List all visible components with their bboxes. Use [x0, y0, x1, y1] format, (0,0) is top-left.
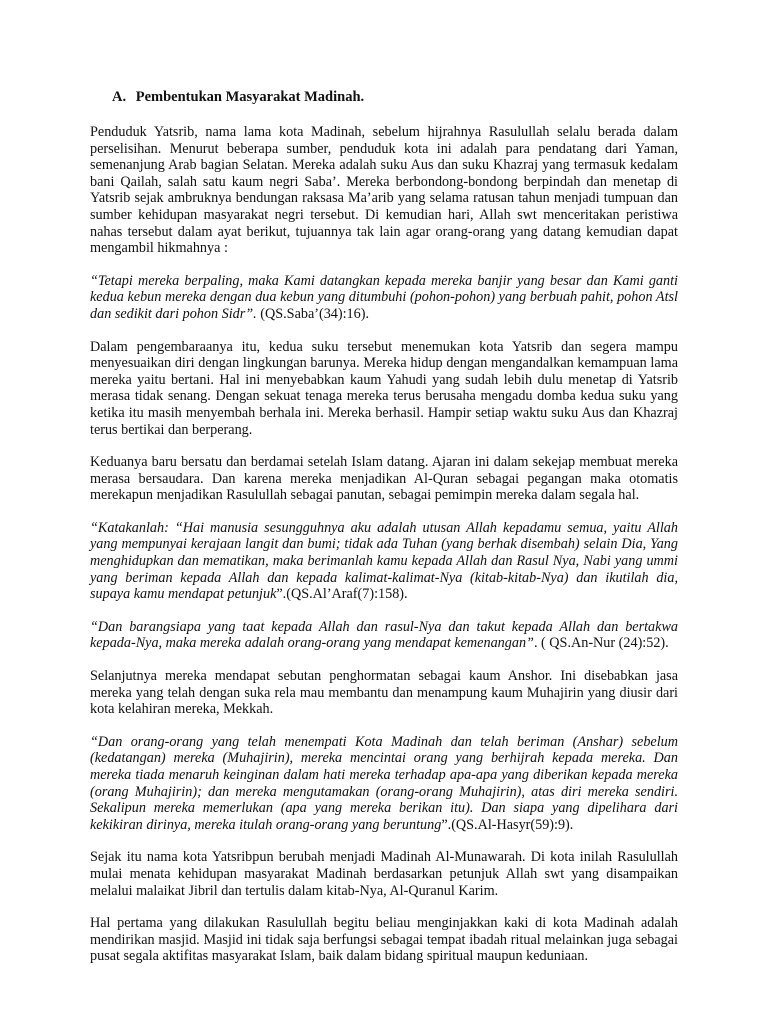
document-page [90, 88, 678, 965]
section-title: Pembentukan Masyarakat Madinah. [135, 89, 365, 105]
quote-al-hasyr [90, 734, 678, 834]
quote-al-hasyr-text: “Dan orang-orang yang telah menempati Kota Madinah dan telah beriman (Anshar) sebelum (kedatangan) mereka (Muhajirin), mereka mencintai orang yang berhijrah kepada mereka. Dan mereka tiada menaruh keinginan dalam hati mereka terhadap apa-apa yang diberikan kepada mereka (orang Muhajirin); dan mereka mengutamakan (orang-orang Muhajirin), atas diri mereka sendiri. Sekalipun mereka memerlukan (apa yang mereka berikan itu). Dan siapa yang dipelihara dari kekikiran dirinya, mereka itulah orang-orang yang beruntung [90, 733, 678, 833]
paragraph-madinah-al-munawarah: Sejak itu nama kota Yatsribpun berubah menjadi Madinah Al-Munawarah. Di kota inilah Rasulullah mulai menata kehidupan masyarakat Madinah berdasarkan petunjuk Allah swt yang disampaikan melalui malaikat Jibril dan tertulis dalam kitab-Nya, Al-Quranul Karim. [90, 849, 678, 899]
quote-an-nur [90, 619, 678, 652]
paragraph-settlement: Dalam pengembaraanya itu, kedua suku tersebut menemukan kota Yatsrib dan segera mampu menyesuaikan diri dengan lingkungan barunya. Mereka hidup dengan mengandalkan kemampuan lama mereka yaitu bertani. Hal ini menyebabkan kaum Yahudi yang sudah lebih dulu menetap di Yatsrib merasa tidak senang. Dengan sekuat tenaga mereka terus berusaha mengadu domba kedua suku yang ketika itu masih menyembah berhala ini. Mereka berhasil. Hampir setiap waktu suku Aus dan Khazraj terus bertikai dan berperang. [90, 338, 678, 438]
quote-al-araf-reference: ”.(QS.Al’Araf(7):158). [276, 586, 408, 603]
quote-saba [90, 273, 678, 323]
quote-al-hasyr-reference: ”.(QS.Al-Hasyr(59):9). [441, 816, 574, 833]
section-number: A. [112, 89, 127, 105]
quote-an-nur-reference: . ( QS.An-Nur (24):52). [533, 635, 669, 652]
quote-an-nur-text: “Dan barangsiapa yang taat kepada Allah dan rasul-Nya dan takut kepada Allah dan bertakwa kepada-Nya, maka mereka adalah orang-orang yang mendapat kemenangan” [90, 618, 678, 652]
quote-al-araf-text: “Katakanlah: “Hai manusia sesungguhnya aku adalah utusan Allah kepadamu semua, yaitu Allah yang mempunyai kerajaan langit dan bumi; tidak ada Tuhan (yang berhak disembah) selain Dia, Yang menghidupkan dan mematikan, maka berimanlah kamu kepada Allah dan Rasul Nya, Nabi yang ummi yang beriman kepada Allah dan kepada kalimat-kalimat-Nya (kitab-kitab-Nya) dan ikutilah dia, supaya kamu mendapat petunjuk [90, 519, 678, 603]
paragraph-masjid: Hal pertama yang dilakukan Rasulullah begitu beliau menginjakkan kaki di kota Madinah adalah mendirikan masjid. Masjid ini tidak saja berfungsi sebagai tempat ibadah ritual melainkan juga sebagai pusat segala aktifitas masyarakat Islam, baik dalam bidang spiritual maupun keduniaan. [90, 915, 678, 965]
quote-saba-text: “Tetapi mereka berpaling, maka Kami datangkan kepada mereka banjir yang besar dan Kami ganti kedua kebun mereka dengan dua kebun yang ditumbuhi (pohon-pohon) yang berbuah pahit, pohon Atsl dan sedikit dari pohon Sidr”. [90, 272, 678, 322]
paragraph-anshor: Selanjutnya mereka mendapat sebutan penghormatan sebagai kaum Anshor. Ini disebabkan jasa mereka yang telah dengan suka rela mau membantu dan menampung kaum Muhajirin yang diusir dari kota kelahiran mereka, Mekkah. [90, 668, 678, 718]
paragraph-unity: Keduanya baru bersatu dan berdamai setelah Islam datang. Ajaran ini dalam sekejap membuat mereka merasa bersaudara. Dan karena mereka menjadikan Al-Quran sebagai pegangan maka otomatis merekapun menjadikan Rasulullah sebagai panutan, sebagai pemimpin mereka dalam segala hal. [90, 454, 678, 504]
paragraph-yatsrib-history: Penduduk Yatsrib, nama lama kota Madinah, sebelum hijrahnya Rasulullah selalu berada dalam perselisihan. Menurut beberapa sumber, penduduk kota ini adalah para pendatang dari Yaman, semenanjung Arab bagian Selatan. Mereka adalah suku Aus dan suku Khazraj yang termasuk kedalam bani Qailah, salah satu kaum negri Saba’. Mereka berbondong-bondong berpindah dan menetap di Yatsrib sejak ambruknya bendungan raksasa Ma’arib yang selama ratusan tahun menjadi tumpuan dan sumber kehidupan masyarakat negri tersebut. Di kemudian hari, Allah swt menceritakan peristiwa nahas tersebut dalam ayat berikut, tujuannya tak lain agar orang-orang yang datang kemudian dapat mengambil hikmahnya : [90, 124, 678, 257]
quote-saba-reference: (QS.Saba’(34):16). [256, 305, 370, 322]
quote-al-araf [90, 520, 678, 603]
section-heading [112, 88, 678, 106]
